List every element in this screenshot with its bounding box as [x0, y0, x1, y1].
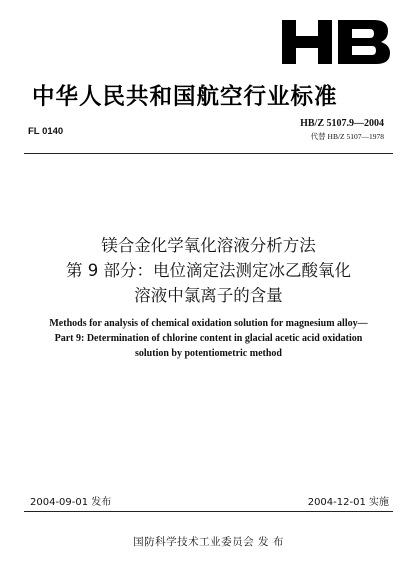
title-en-line-2: Part 9: Determination of chlorine content in glacial acetic acid oxidation	[54, 333, 363, 344]
hb-logo	[282, 20, 390, 64]
title-cn-line-3: 溶液中氯离子的含量	[134, 286, 283, 305]
title-en-line-3: solution by potentiometric method	[135, 348, 282, 359]
publisher: 国防科学技术工业委员会 发 布	[133, 536, 284, 548]
title-cn-line-2: 第 9 部分：电位滴定法测定冰乙酸氧化	[66, 261, 351, 280]
footer-divider	[24, 511, 393, 512]
issue-date: 2004-09-01 发布	[30, 497, 112, 508]
ics-code: FL 0140	[28, 126, 64, 137]
title-cn-line-1: 镁合金化学氧化溶液分析方法	[101, 236, 316, 255]
implementation-date: 2004-12-01 实施	[307, 497, 389, 508]
replaces-note: 代替 HB/Z 5107—1978	[310, 132, 384, 141]
standard-number: HB/Z 5107.9—2004	[300, 118, 384, 129]
title-en-line-1: Methods for analysis of chemical oxidation solution for magnesium alloy—	[49, 318, 368, 329]
header-divider	[24, 153, 393, 154]
standard-category-title: 中华人民共和国航空行业标准	[32, 84, 338, 110]
